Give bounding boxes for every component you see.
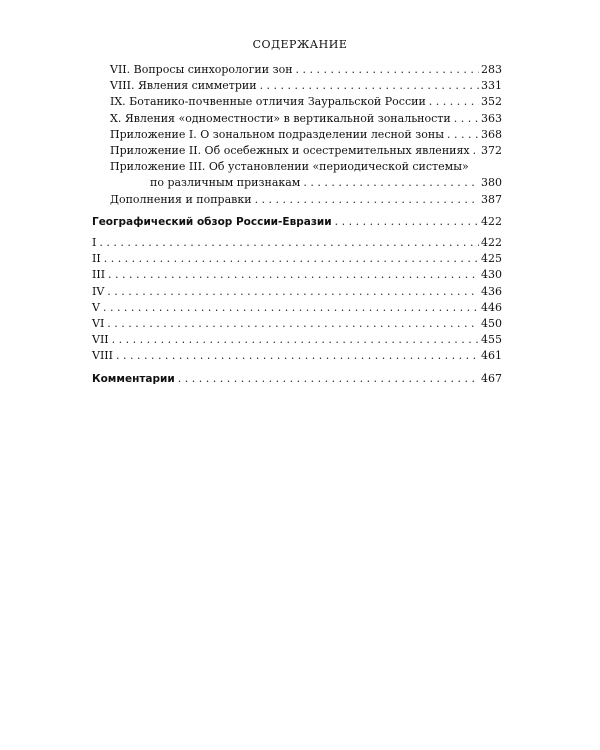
toc-entry (92, 94, 502, 110)
dot-leader (454, 111, 479, 127)
toc-section-heading (92, 214, 502, 230)
dot-leader (178, 371, 479, 387)
section-heading-page: 422 (481, 214, 502, 228)
dot-leader (335, 214, 479, 230)
toc-item (92, 267, 502, 283)
toc-entry-continuation (92, 175, 502, 191)
toc-entry (92, 78, 502, 94)
toc-item-text: VI (92, 317, 105, 331)
toc-item-text: VIII (92, 349, 113, 363)
toc-entry-page: 372 (481, 144, 502, 158)
toc-item-text: VII (92, 333, 109, 347)
toc-item-page: 461 (481, 349, 502, 363)
dot-leader (107, 316, 479, 332)
dot-leader (473, 143, 479, 159)
dot-leader (296, 62, 479, 78)
toc-entry-page: 363 (481, 111, 502, 125)
toc-section-heading (92, 371, 502, 387)
table-of-contents (92, 62, 502, 387)
toc-item-text: I (92, 236, 97, 250)
section-heading-text: Географический обзор России-Евразии (92, 215, 332, 228)
toc-entry-text: IX. Ботанико-почвенные отличия Зауральской России (110, 95, 426, 109)
dot-leader (116, 348, 479, 364)
toc-item-text: III (92, 268, 106, 282)
section-heading-page: 467 (481, 371, 502, 385)
toc-entry-text: Приложение III. Об установлении «периодической системы» (110, 160, 469, 174)
toc-entry-page: 380 (481, 176, 502, 190)
toc-entry (92, 127, 502, 143)
toc-item-page: 436 (481, 284, 502, 298)
toc-item (92, 284, 502, 300)
toc-entry-text-continued: по различным признакам (150, 176, 301, 190)
toc-entry-text: Приложение II. Об осебежных и осестремительных явлениях (110, 144, 470, 158)
toc-item (92, 300, 502, 316)
dot-leader (104, 251, 479, 267)
toc-entry-text: Приложение I. О зональном подразделении лесной зоны (110, 127, 444, 141)
toc-item (92, 235, 502, 251)
toc-entry-text: VIII. Явления симметрии (110, 79, 257, 93)
toc-entry-page: 283 (481, 63, 502, 76)
toc-item-page: 450 (481, 317, 502, 331)
dot-leader (303, 175, 479, 191)
toc-entry (92, 62, 502, 78)
toc-item-page: 425 (481, 252, 502, 266)
toc-item-page: 446 (481, 300, 502, 314)
toc-entry-text: Дополнения и поправки (110, 192, 252, 206)
toc-entry-first-line (92, 159, 502, 175)
dot-leader (260, 78, 479, 94)
toc-item-text: V (92, 300, 100, 314)
toc-item (92, 332, 502, 348)
dot-leader (99, 235, 479, 251)
toc-item-text: IV (92, 284, 105, 298)
toc-item-page: 430 (481, 268, 502, 282)
toc-item-page: 455 (481, 333, 502, 347)
dot-leader (103, 300, 479, 316)
toc-item (92, 316, 502, 332)
dot-leader (255, 192, 479, 208)
dot-leader (429, 94, 479, 110)
toc-entry (92, 192, 502, 208)
toc-item (92, 348, 502, 364)
toc-entry-page: 331 (481, 79, 502, 93)
toc-entry (92, 111, 502, 127)
toc-entry-page: 368 (481, 127, 502, 141)
toc-item-page: 422 (481, 236, 502, 250)
section-heading-text: Комментарии (92, 372, 175, 385)
dot-leader (108, 267, 479, 283)
toc-item-text: II (92, 252, 101, 266)
dot-leader (107, 284, 479, 300)
toc-entry-page: 387 (481, 192, 502, 206)
toc-entry-page: 352 (481, 95, 502, 109)
page-title: СОДЕРЖАНИЕ (252, 38, 348, 51)
toc-entry-text: X. Явления «одноместности» в вертикальной зональности (110, 111, 451, 125)
dot-leader (447, 127, 479, 143)
dot-leader (112, 332, 479, 348)
toc-entry-text: VII. Вопросы синхорологии зон (110, 63, 293, 76)
toc-item (92, 251, 502, 267)
toc-entry (92, 143, 502, 159)
